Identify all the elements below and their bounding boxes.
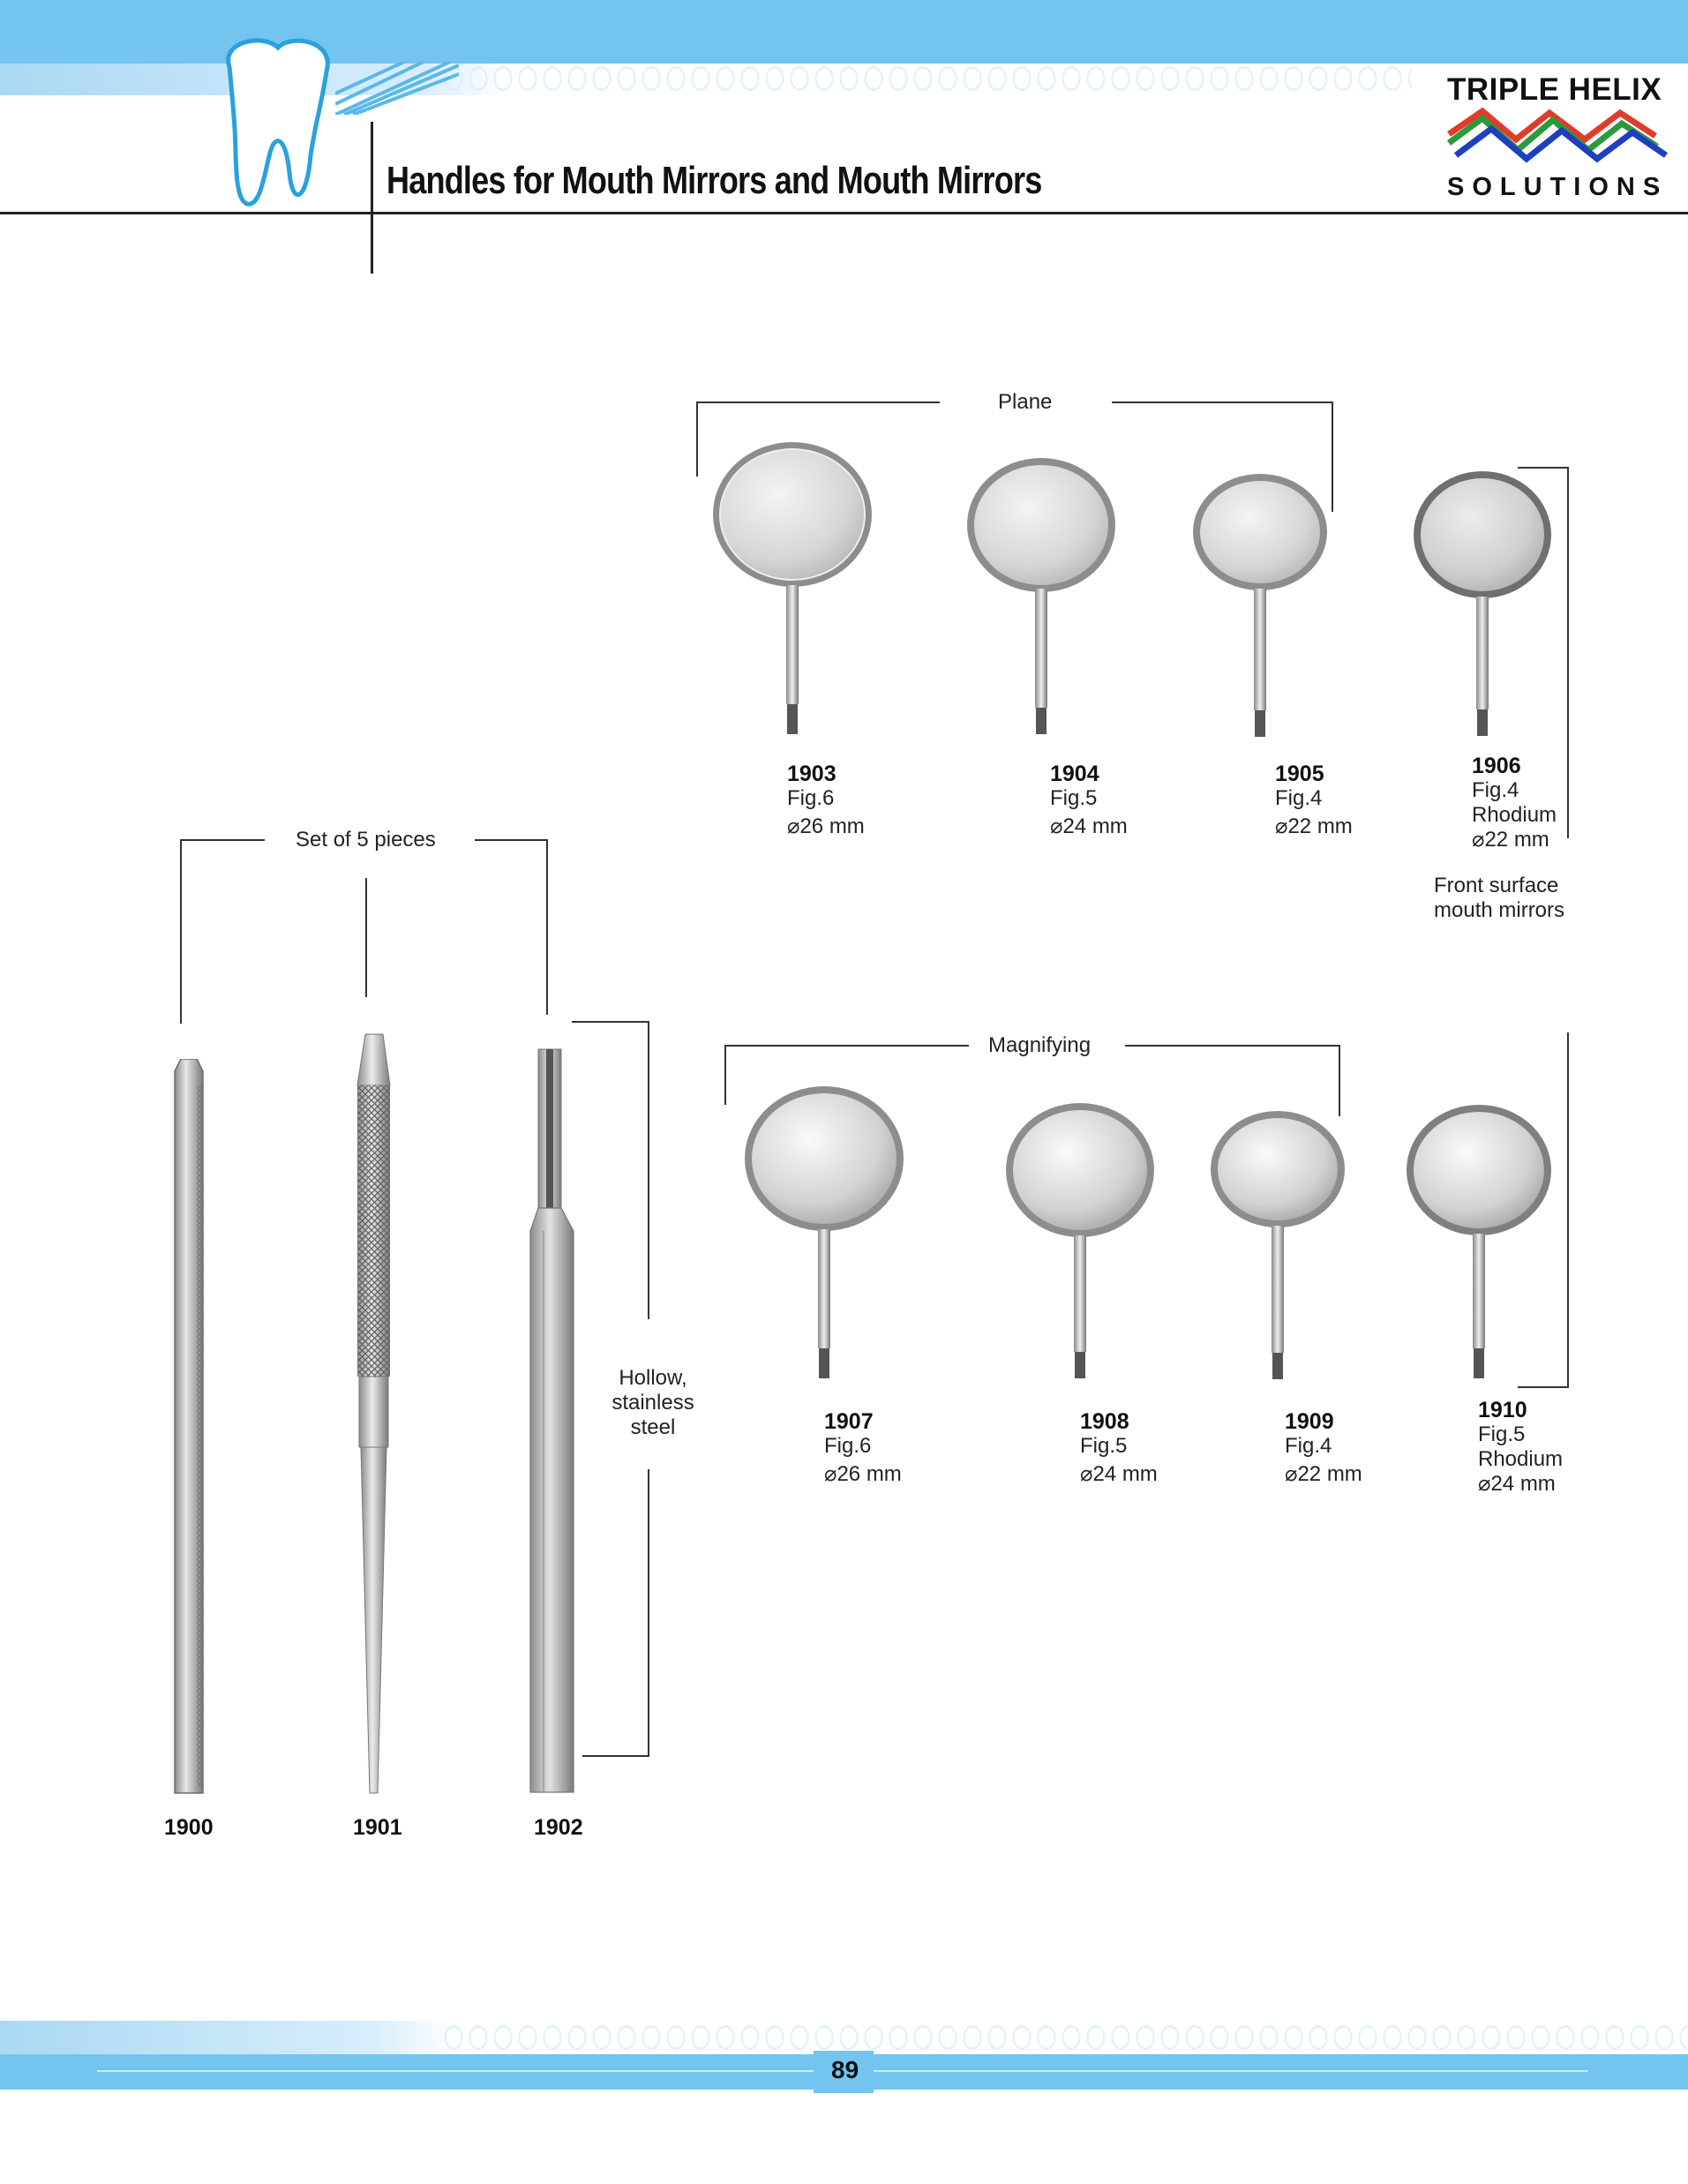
- diameter-icon: ⌀: [787, 814, 800, 838]
- mirror-1905: [1191, 472, 1332, 741]
- handle-1901: [353, 1032, 397, 1796]
- diameter-icon: ⌀: [1050, 814, 1063, 838]
- footer-ring-pattern: [441, 2023, 1688, 2054]
- hollow-label: Hollow, stainless steel: [611, 1366, 694, 1439]
- mirror-label-1903: 1903 Fig.6 ⌀26 mm: [787, 762, 865, 838]
- page-number: 89: [831, 2056, 859, 2083]
- mirror-label-1906: 1906 Fig.4 Rhodium ⌀22 mm: [1472, 754, 1557, 852]
- handle-1900: [168, 1059, 212, 1796]
- mirror-label-1909: 1909 Fig.4 ⌀22 mm: [1285, 1409, 1362, 1486]
- logo-line-1: TRIPLE HELIX: [1447, 72, 1662, 107]
- mirror-1909: [1209, 1107, 1350, 1385]
- mirror-label-1908: 1908 Fig.5 ⌀24 mm: [1080, 1409, 1158, 1486]
- diameter-icon: ⌀: [824, 1462, 837, 1486]
- plane-label: Plane: [998, 390, 1053, 414]
- handle-label-1901: 1901: [353, 1815, 402, 1840]
- mirror-label-1907: 1907 Fig.6 ⌀26 mm: [824, 1409, 902, 1486]
- magnifying-label: Magnifying: [988, 1033, 1092, 1057]
- front-surface-label: Front surface mouth mirrors: [1434, 874, 1565, 922]
- handle-label-1900: 1900: [164, 1815, 214, 1840]
- logo-line-2: SOLUTIONS: [1447, 173, 1669, 201]
- mirror-1903: [706, 437, 882, 741]
- mirror-1910: [1405, 1103, 1559, 1385]
- mirror-1907: [739, 1081, 916, 1385]
- diameter-icon: ⌀: [1478, 1472, 1491, 1496]
- set-label: Set of 5 pieces: [296, 828, 436, 852]
- diameter-icon: ⌀: [1285, 1462, 1298, 1486]
- handle-1902: [528, 1046, 576, 1796]
- mirror-1908: [1004, 1101, 1163, 1385]
- mirror-1904: [964, 454, 1122, 741]
- mirror-label-1905: 1905 Fig.4 ⌀22 mm: [1275, 762, 1353, 838]
- mirror-label-1910: 1910 Fig.5 Rhodium ⌀24 mm: [1478, 1398, 1564, 1496]
- diameter-icon: ⌀: [1275, 814, 1288, 838]
- page-title: Handles for Mouth Mirrors and Mouth Mirrors: [386, 159, 1042, 202]
- mirror-1906: [1412, 468, 1557, 741]
- handle-label-1902: 1902: [534, 1815, 583, 1840]
- diameter-icon: ⌀: [1080, 1462, 1093, 1486]
- mirror-label-1904: 1904 Fig.5 ⌀24 mm: [1050, 762, 1128, 838]
- diameter-icon: ⌀: [1472, 828, 1485, 852]
